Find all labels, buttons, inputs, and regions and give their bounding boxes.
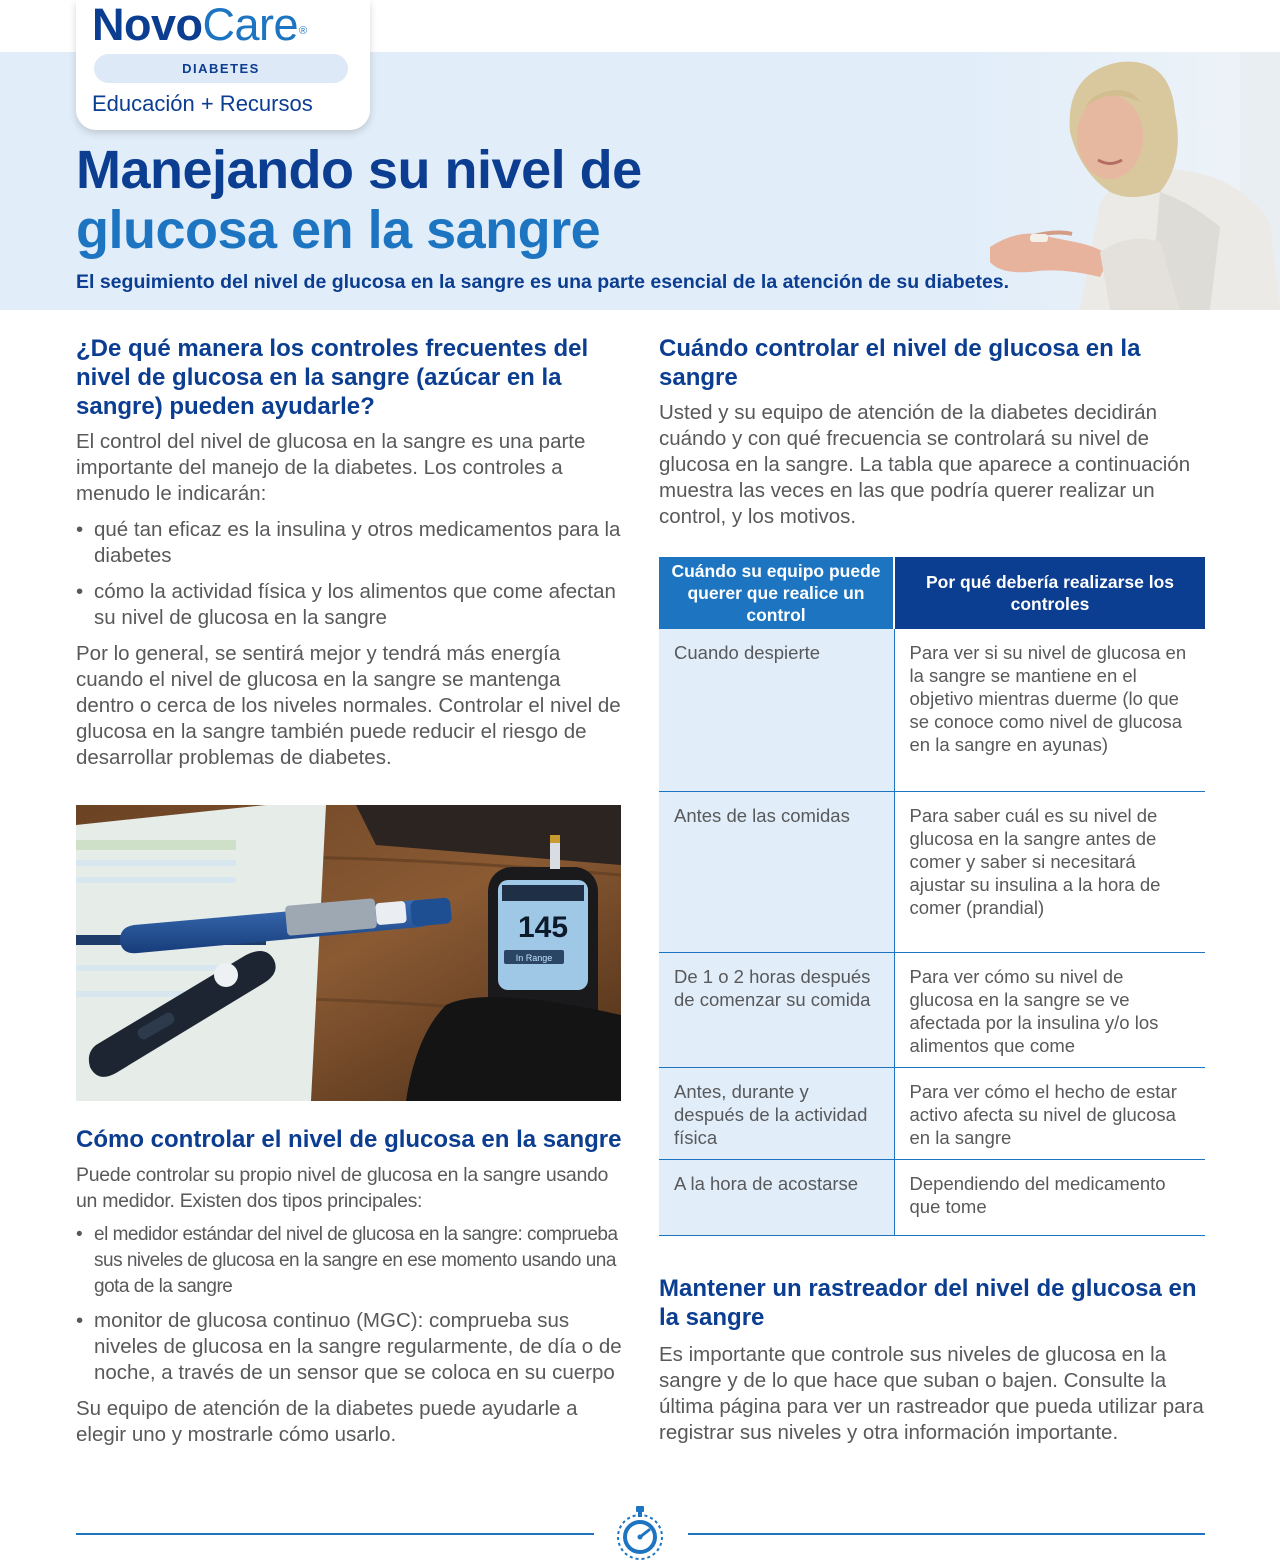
table-cell-when: De 1 o 2 horas después de comenzar su comida — [659, 952, 894, 1067]
photo-insulin-pen-and-meter — [76, 805, 621, 1101]
section-label: Educación + Recursos — [92, 91, 313, 116]
when-heading: Cuándo controlar el nivel de glucosa en la sangre — [659, 335, 1141, 391]
tracker-body: Es importante que controle sus niveles de glucosa en la sangre y de lo que hace que suban o bajen. Consulte la última página para ver un rastreador que pueda utilizar para registrar sus niveles y otra información importante. — [659, 1343, 1204, 1444]
division-pill: DIABETES — [94, 54, 348, 83]
table-row — [659, 1159, 1205, 1235]
when-intro: Usted y su equipo de atención de la diabetes decidirán cuándo y con qué frecuencia se controlará su nivel de glucosa en la sangre. La tabla que aparece a continuación muestra las veces en las que podría querer realizar un control, y los motivos. — [659, 401, 1191, 528]
tracker-section — [659, 1274, 1207, 1446]
table-header-why: Por qué debería realizarse los controles — [894, 557, 1205, 629]
meter-status: In Range — [515, 953, 553, 963]
how-intro: Puede controlar su propio nivel de glucosa en la sangre usando un medidor. Existen dos tipos principales: — [76, 1164, 609, 1212]
when-to-check-table — [659, 557, 1205, 1236]
table-cell-why: Para ver cómo su nivel de glucosa en la sangre se ve afectada por la insulina y/o los alimentos que come — [894, 952, 1205, 1067]
brand-logo — [92, 2, 306, 48]
table-header-when: Cuándo su equipo puede querer que realice un control — [659, 557, 894, 629]
table-cell-why: Dependiendo del medicamento que tome — [894, 1159, 1205, 1235]
table-cell-when: Cuando despierte — [659, 629, 894, 791]
page-title — [76, 140, 642, 260]
page-subtitle: El seguimiento del nivel de glucosa en la sangre es una parte esencial de la atención de su diabetes. — [76, 271, 1010, 293]
table-row — [659, 1067, 1205, 1159]
page-title-line1: Manejando su nivel de — [76, 140, 642, 200]
footer-divider-right — [688, 1533, 1205, 1535]
table-row — [659, 952, 1205, 1067]
table-row — [659, 629, 1205, 791]
tracker-heading: Mantener un rastreador del nivel de glucosa en la sangre — [659, 1275, 1197, 1331]
registered-mark: ® — [299, 25, 307, 37]
benefits-list — [76, 517, 624, 631]
brand-logo-card — [76, 0, 370, 130]
benefits-closing: Por lo general, se sentirá mejor y tendrá más energía cuando el nivel de glucosa en la sangre se mantenga dentro o cerca de los niveles normales. Controlar el nivel de glucosa en la sangre también puede reducir el riesgo de desarrollar problemas de diabetes. — [76, 642, 621, 769]
meter-reading: 145 — [517, 911, 569, 944]
how-list — [76, 1222, 624, 1386]
table-cell-when: Antes de las comidas — [659, 791, 894, 952]
list-item: • monitor de glucosa continuo (MGC): comprueba sus niveles de glucosa en la sangre regularmente, de día o de noche, a través de un sensor que se coloca en su cuerpo — [76, 1308, 624, 1386]
list-item: • cómo la actividad física y los alimentos que come afectan su nivel de glucosa en la sangre — [76, 579, 624, 631]
table-cell-why: Para ver si su nivel de glucosa en la sangre se mantiene en el objetivo mientras duerme (lo que se conoce como nivel de glucosa en la sangre en ayunas) — [894, 629, 1205, 791]
benefits-section — [76, 334, 624, 771]
stopwatch-icon — [611, 1500, 669, 1564]
table-cell-when: A la hora de acostarse — [659, 1159, 894, 1235]
brand-name-light: Care — [202, 0, 299, 50]
when-section — [659, 334, 1207, 530]
table-cell-when: Antes, durante y después de la actividad física — [659, 1067, 894, 1159]
how-heading: Cómo controlar el nivel de glucosa en la sangre — [76, 1126, 622, 1153]
list-item: • el medidor estándar del nivel de glucosa en la sangre: comprueba sus niveles de glucosa en la sangre en ese momento usando una gota de la sangre — [76, 1222, 624, 1300]
table-row — [659, 791, 1205, 952]
brand-name-bold: Novo — [92, 0, 203, 50]
page-title-line2: glucosa en la sangre — [76, 200, 601, 260]
how-section — [76, 1125, 624, 1448]
table-cell-why: Para saber cuál es su nivel de glucosa en la sangre antes de comer y saber si necesitará ajustar su insulina a la hora de comer (prandial) — [894, 791, 1205, 952]
how-closing: Su equipo de atención de la diabetes puede ayudarle a elegir uno y mostrarle cómo usarlo. — [76, 1397, 578, 1446]
table-cell-why: Para ver cómo el hecho de estar activo afecta su nivel de glucosa en la sangre — [894, 1067, 1205, 1159]
benefits-heading: ¿De qué manera los controles frecuentes del nivel de glucosa en la sangre (azúcar en la sangre) pueden ayudarle? — [76, 335, 589, 420]
list-item: • qué tan eficaz es la insulina y otros medicamentos para la diabetes — [76, 517, 624, 569]
footer-divider-left — [76, 1533, 594, 1535]
benefits-intro: El control del nivel de glucosa en la sangre es una parte importante del manejo de la diabetes. Los controles a menudo le indicarán: — [76, 430, 586, 505]
